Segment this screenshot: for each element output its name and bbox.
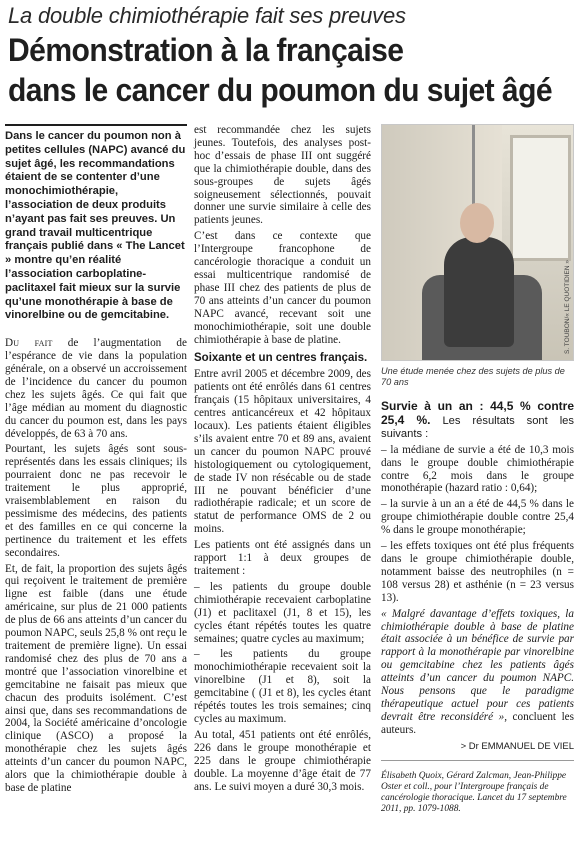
results-lead (381, 400, 574, 441)
article-photo (381, 124, 574, 361)
article-kicker: La double chimiothérapie fait ses preuves (8, 3, 406, 28)
column-1 (5, 124, 187, 798)
photo-credit: S. TOUBON/« LE QUOTIDIEN » (564, 259, 571, 354)
paragraph: – la médiane de survie a été de 10,3 mois dans le groupe double chimiothérapie contre 6,2 mois dans le groupe monothérapie (hazard ratio : 0,64); (381, 443, 574, 495)
photo-caption: Une étude menée chez des sujets de plus de 70 ans (381, 366, 565, 387)
headline-line-1: Démonstration à la française (8, 32, 404, 68)
paragraph (5, 337, 187, 440)
authors-quote: « Malgré davantage d’effets toxiques, la chimiothérapie double à base de platine était associée à un bénéfice de survie par rapport à la monothérapie par vinorelbine ou gemcitabine chez les patients âgés atteints d’un cancer du poumon NAPC. Nous pensons que le paradigme thérapeutique actuel pour ces patients devrait être reconsidéré » (381, 607, 574, 723)
paragraph: Les patients ont été assignés dans un rapport 1:1 à deux groupes de traitement : (194, 539, 371, 577)
column-3 (381, 124, 574, 815)
paragraph: C’est dans ce contexte que l’Intergroupe francophone de cancérologie thoracique a conduit un essai multicentrique randomisé de phase III chez des patients de plus de 70 ans atteints d’un cancer du poumon NAPC avancé, recevant soit une monochimiothérapie, soit une double chimiothérapie à base de platine. (194, 230, 371, 346)
article-headline (8, 30, 553, 110)
paragraph: Pourtant, les sujets âgés sont sous-représentés dans les essais cliniques; ils pourraient donc ne pas recevoir le traitement le plus approprié, vraisemblablement en raison du pessimisme des médecins, des patients et des familles en ce qui concerne la pertinence du traitement et les effets secondaires. (5, 443, 187, 559)
paragraph: est recommandée chez les sujets jeunes. Toutefois, des analyses post-hoc d’essais de phase III ont suggéré que la chimiothérapie double, dans des sous-groupes de sujets âgés soigneusement sélectionnés, pouvait donner une survie similaire à celle des patients jeunes. (194, 124, 371, 227)
paragraph: Entre avril 2005 et décembre 2009, des patients ont été enrôlés dans 61 centres français (15 hôpitaux universitaires, 4 centres anticancéreux et 42 hôpitaux locaux). Les patients étaient éligibles s’ils avaient entre 70 et 89 ans, avaient un cancer du poumon NAPC prouvé histologiquement ou cytologiquement, de stade IV non résécable ou de stade III ne pouvant bénéficier d’une radiothérapie radicale; et un score de statut de performance OMS de 2 ou moins. (194, 368, 371, 536)
article-lead: Dans le cancer du poumon non à petites cellules (NAPC) avancé du sujet âgé, les recommandations étaient de se contenter d’une monochimiothérapie, l’association de deux produits n’ayant pas fait ses preuves. Un grand travail multicentrique français publié dans « The Lancet » montre qu’en réalité l’association carboplatine-paclitaxel fait mieux sur la survie qu’une monothérapie à base de vinorelbine ou de gemcitabine. (5, 124, 187, 323)
results-lead-bold: Survie à un an : 44,5 % contre 25,4 %. (381, 399, 574, 427)
section-subhead: Soixante et un centres français. (194, 352, 368, 365)
quote-paragraph (381, 608, 574, 737)
results-lead-text: Les résultats sont les suivants : (381, 414, 574, 440)
reference: Élisabeth Quoix, Gérard Zalcman, Jean-Philippe Oster et coll., pour l’Intergroupe français de cancérologie thoracique. Lancet du 17 septembre 2011, pp. 1079-1088. (381, 770, 567, 814)
paragraph-opening: Du fait (5, 337, 53, 350)
paragraph: Et, de fait, la proportion des sujets âgés qui reçoivent le traitement de première ligne est faible (dans une étude américaine, sur plus de 21 000 patients de plus de 66 ans atteints d’un cancer du poumon NAPC, seuls 25,8 % ont reçu le traitement de première ligne). Un essai randomisé chez des plus de 70 ans a montré que l’association vinorelbine et gemcitabine ne faisait pas mieux que chacun des produits isolément. C’est ainsi que, dans ses recommandations de 2004, la Société américaine d’oncologie clinique (ASCO) a proposé la monothérapie chez les sujets âgés atteints d’un cancer du poumon NAPC, alors que la chimiothérapie double à base de platine (5, 562, 187, 794)
paragraph: – les patients du groupe double chimiothérapie recevaient carboplatine (J1) et paclitaxel (J1, 8 et 15), les cycles étant répétés toutes les quatre semaines; quatre cycles au maximum; (194, 580, 371, 645)
article-author: > Dr EMMANUEL DE VIEL (381, 741, 574, 761)
paragraph: – les patients du groupe monochimiothérapie recevaient soit la vinorelbine (J1 et 8), soit la gemcitabine ( (J1 et 8), les cycles étant répétés toutes les trois semaines; cinq cycles au maximum. (194, 648, 371, 725)
headline-line-2: dans le cancer du poumon du sujet âgé (8, 72, 553, 108)
paragraph-text: de l’augmentation de l’espérance de vie dans la population générale, on a observé un accroissement de l’incidence du cancer du poumon chez les sujets âgés. Ce qui fait que l’âge médian au moment du diagnostic du cancer du poumon est, dans les pays développés, de 63 à 70 ans. (5, 337, 187, 440)
paragraph: – les effets toxiques ont été plus fréquents dans le groupe chimiothérapie double, notamment baisse des neutrophiles (n = 108 versus 28) et asthénie (n = 23 versus 13). (381, 540, 574, 604)
quote-attribution: , concluent les auteurs. (381, 710, 574, 736)
paragraph: – la survie à un an a été de 44,5 % dans le groupe chimiothérapie double contre 25,4 % dans le groupe monothérapie; (381, 498, 574, 537)
column-2 (194, 124, 371, 796)
paragraph: Au total, 451 patients ont été enrôlés, 226 dans le groupe monothérapie et 225 dans le groupe chimiothérapie double. La moyenne d’âge était de 77 ans. Le suivi moyen a duré 30,3 mois. (194, 728, 371, 793)
